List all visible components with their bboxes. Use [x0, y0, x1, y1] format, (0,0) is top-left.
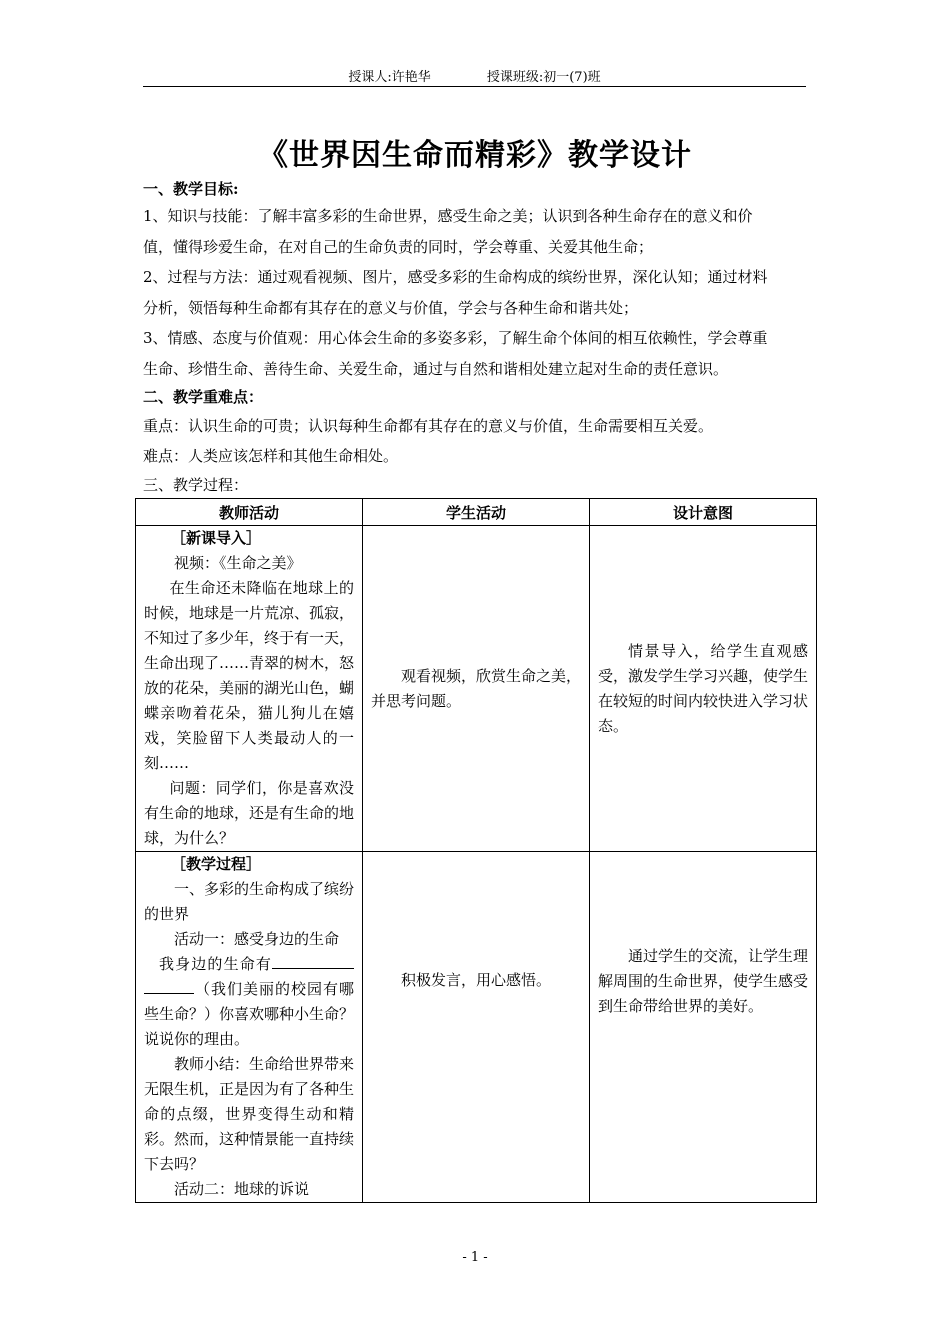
- difficult-point: 难点：人类应该怎样和其他生命相处。: [143, 447, 399, 465]
- student-activity-cell: [363, 526, 590, 852]
- blank-line-continued: [144, 979, 194, 994]
- video-title: 视频：《生命之美》: [174, 554, 302, 572]
- teacher-name: 授课人:许艳华: [348, 70, 431, 85]
- student-activity-text: 观看视频，欣赏生命之美，并思考问题。: [371, 666, 582, 710]
- objective-3-line-1: 3、情感、态度与价值观：用心体会生命的多姿多彩，了解生命个体间的相互依赖性，学会尊重: [143, 329, 768, 347]
- fill-suffix: （我们美丽的校园有哪些生命？）你喜欢哪种小生命？说说你的理由。: [144, 980, 355, 1048]
- design-intent-text: 情景导入，给学生直观感受，激发学生学习兴趣，使学生在较短的时间内较快进入学习状态。: [598, 641, 809, 735]
- class-name: 授课班级:初一(7)班: [486, 70, 601, 85]
- table-row: [136, 526, 817, 852]
- design-intent-text: 通过学生的交流，让学生理解周围的生命世界，使学生感受到生命带给世界的美好。: [598, 947, 809, 1015]
- column-header-teacher: 教师活动: [136, 499, 363, 526]
- objective-3-line-2: 生命、珍惜生命、善待生命、关爱生命，通过与自然和谐相处建立起对生命的责任意识。: [143, 360, 729, 378]
- objective-2-line-2: 分析，领悟每种生命都有其存在的意义与价值，学会与各种生命和谐共处；: [143, 299, 639, 317]
- fill-in-question: [144, 952, 354, 1052]
- objectives-heading: 一、教学目标:: [143, 180, 239, 198]
- objective-1-line-1: 1、知识与技能：了解丰富多彩的生命世界，感受生命之美；认识到各种生命存在的意义和价: [143, 207, 753, 225]
- student-activity-text: 积极发言，用心感悟。: [400, 971, 551, 989]
- activity-one-title: 活动一：感受身边的生命: [174, 930, 340, 948]
- design-intent-cell: [590, 526, 817, 852]
- student-activity-cell: [363, 852, 590, 1203]
- column-header-student: 学生活动: [363, 499, 590, 526]
- table-row: [136, 852, 817, 1203]
- process-heading: 三、教学过程：: [143, 476, 249, 494]
- intro-paragraph: 在生命还未降临在地球上的时候，地球是一片荒凉、孤寂，不知过了多少年，终于有一天，生命出现了……青翠的树木，怒放的花朵，美丽的湖光山色，蝴蝶亲吻着花朵，猫儿狗儿在嬉戏，笑脸留下人类最动人的一刻……: [144, 579, 355, 772]
- table-header-row: [136, 499, 817, 526]
- teacher-activity-cell: [136, 852, 363, 1203]
- teacher-activity-cell: [136, 526, 363, 852]
- objective-2-line-1: 2、过程与方法：通过观看视频、图片，感受多彩的生命构成的缤纷世界，深化认知；通过材料: [143, 268, 768, 286]
- blank-line: [272, 954, 354, 969]
- fill-prefix: 我身边的生命有: [159, 955, 272, 973]
- objective-1-line-2: 值，懂得珍爱生命，在对自己的生命负责的同时，学会尊重、关爱其他生命；: [143, 238, 654, 256]
- keypoints-heading: 二、教学重难点：: [143, 388, 264, 406]
- document-title: 《世界因生命而精彩》教学设计: [258, 138, 692, 173]
- intro-question: 问题：同学们，你是喜欢没有生命的地球，还是有生命的地球，为什么？: [144, 779, 355, 847]
- teacher-summary: 教师小结：生命给世界带来无限生机，正是因为有了各种生命的点缀，世界变得生动和精彩。然而，这种情景能一直持续下去吗？: [144, 1055, 355, 1173]
- part-one-title: 一、多彩的生命构成了缤纷的世界: [144, 880, 355, 923]
- process-subheading: ［教学过程］: [171, 855, 262, 873]
- new-lesson-heading: ［新课导入］: [171, 529, 262, 547]
- key-point: 重点：认识生命的可贵；认识每种生命都有其存在的意义与价值，生命需要相互关爱。: [143, 417, 714, 435]
- page-number: - 1 -: [462, 1250, 488, 1265]
- design-intent-cell: [590, 852, 817, 1203]
- activity-two-title: 活动二：地球的诉说: [174, 1180, 310, 1198]
- teaching-process-table: [135, 498, 817, 1203]
- column-header-intent: 设计意图: [590, 499, 817, 526]
- page-header: [143, 66, 806, 87]
